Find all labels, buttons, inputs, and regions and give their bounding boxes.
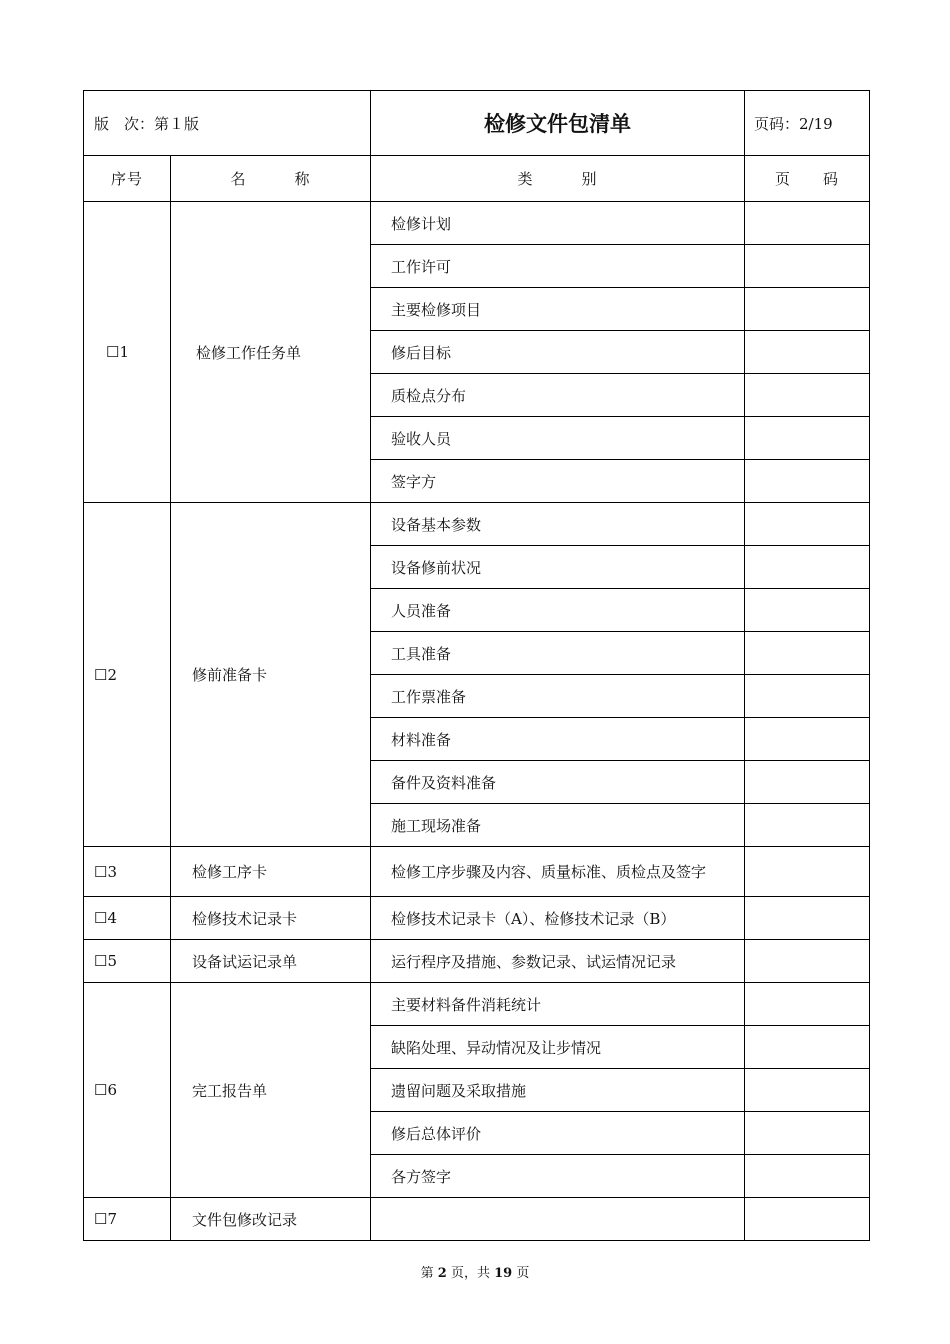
document-title: 检修文件包清单 (371, 91, 745, 156)
column-header-name: 名 称 (171, 156, 371, 202)
category-cell: 施工现场准备 (371, 804, 745, 847)
category-cell (371, 1198, 745, 1241)
column-header-page: 页 码 (745, 156, 870, 202)
seq-cell: ☐3 (84, 847, 171, 897)
category-cell: 备件及资料准备 (371, 761, 745, 804)
table-row (84, 940, 870, 983)
page-cell (745, 546, 870, 589)
item-name-cell: 检修工序卡 (171, 847, 371, 897)
category-cell: 质检点分布 (371, 374, 745, 417)
item-name-cell: 完工报告单 (171, 983, 371, 1198)
page-cell (745, 804, 870, 847)
page-cell (745, 503, 870, 546)
item-name-cell: 修前准备卡 (171, 503, 371, 847)
seq-cell: ☐1 (84, 202, 171, 503)
category-cell: 主要检修项目 (371, 288, 745, 331)
category-cell: 检修计划 (371, 202, 745, 245)
page-cell (745, 632, 870, 675)
page-cell (745, 245, 870, 288)
page-cell (745, 940, 870, 983)
document-page (83, 90, 869, 1252)
page-cell (745, 1112, 870, 1155)
page-cell (745, 374, 870, 417)
page-cell (745, 675, 870, 718)
table-row (84, 897, 870, 940)
footer-suffix: 页 (516, 1266, 530, 1281)
page-code-cell: 页码：2/19 (745, 91, 870, 156)
seq-cell: ☐6 (84, 983, 171, 1198)
page-cell (745, 202, 870, 245)
table-row (84, 983, 870, 1026)
page-cell (745, 288, 870, 331)
column-header-seq: 序号 (84, 156, 171, 202)
category-cell: 主要材料备件消耗统计 (371, 983, 745, 1026)
category-cell: 检修工序步骤及内容、质量标准、质检点及签字 (371, 847, 745, 897)
table-row (84, 503, 870, 546)
page-cell (745, 460, 870, 503)
category-cell: 验收人员 (371, 417, 745, 460)
category-cell: 签字方 (371, 460, 745, 503)
seq-cell: ☐7 (84, 1198, 171, 1241)
page-cell (745, 1026, 870, 1069)
column-header-row (84, 156, 870, 202)
page-cell (745, 1069, 870, 1112)
page-cell (745, 1155, 870, 1198)
category-cell: 工具准备 (371, 632, 745, 675)
page-cell (745, 1198, 870, 1241)
seq-cell: ☐2 (84, 503, 171, 847)
item-name-cell: 检修技术记录卡 (171, 897, 371, 940)
column-header-category: 类 别 (371, 156, 745, 202)
category-cell: 遗留问题及采取措施 (371, 1069, 745, 1112)
category-cell: 工作票准备 (371, 675, 745, 718)
category-cell: 检修技术记录卡（A）、检修技术记录（B） (371, 897, 745, 940)
page-cell (745, 761, 870, 804)
page-cell (745, 589, 870, 632)
seq-cell: ☐4 (84, 897, 171, 940)
category-cell: 各方签字 (371, 1155, 745, 1198)
page-cell (745, 417, 870, 460)
footer-current-page: 2 (437, 1266, 447, 1281)
category-cell: 缺陷处理、异动情况及让步情况 (371, 1026, 745, 1069)
footer-prefix: 第 (420, 1266, 434, 1281)
category-cell: 修后目标 (371, 331, 745, 374)
page-cell (745, 718, 870, 761)
category-cell: 材料准备 (371, 718, 745, 761)
footer-total-pages: 19 (494, 1266, 513, 1281)
page-cell (745, 331, 870, 374)
item-name-cell: 设备试运记录单 (171, 940, 371, 983)
footer-middle: 页，共 (450, 1266, 490, 1281)
category-cell: 工作许可 (371, 245, 745, 288)
page-cell (745, 983, 870, 1026)
page-cell (745, 847, 870, 897)
category-cell: 设备基本参数 (371, 503, 745, 546)
page-footer (0, 1262, 950, 1281)
header-row (84, 91, 870, 156)
table-row (84, 202, 870, 245)
category-cell: 人员准备 (371, 589, 745, 632)
checklist-table (83, 90, 870, 1241)
seq-cell: ☐5 (84, 940, 171, 983)
category-cell: 运行程序及措施、参数记录、试运情况记录 (371, 940, 745, 983)
version-cell: 版 次：第１版 (84, 91, 371, 156)
item-name-cell: 文件包修改记录 (171, 1198, 371, 1241)
category-cell: 设备修前状况 (371, 546, 745, 589)
page-cell (745, 897, 870, 940)
item-name-cell: 检修工作任务单 (171, 202, 371, 503)
table-row (84, 1198, 870, 1241)
category-cell: 修后总体评价 (371, 1112, 745, 1155)
table-row (84, 847, 870, 897)
